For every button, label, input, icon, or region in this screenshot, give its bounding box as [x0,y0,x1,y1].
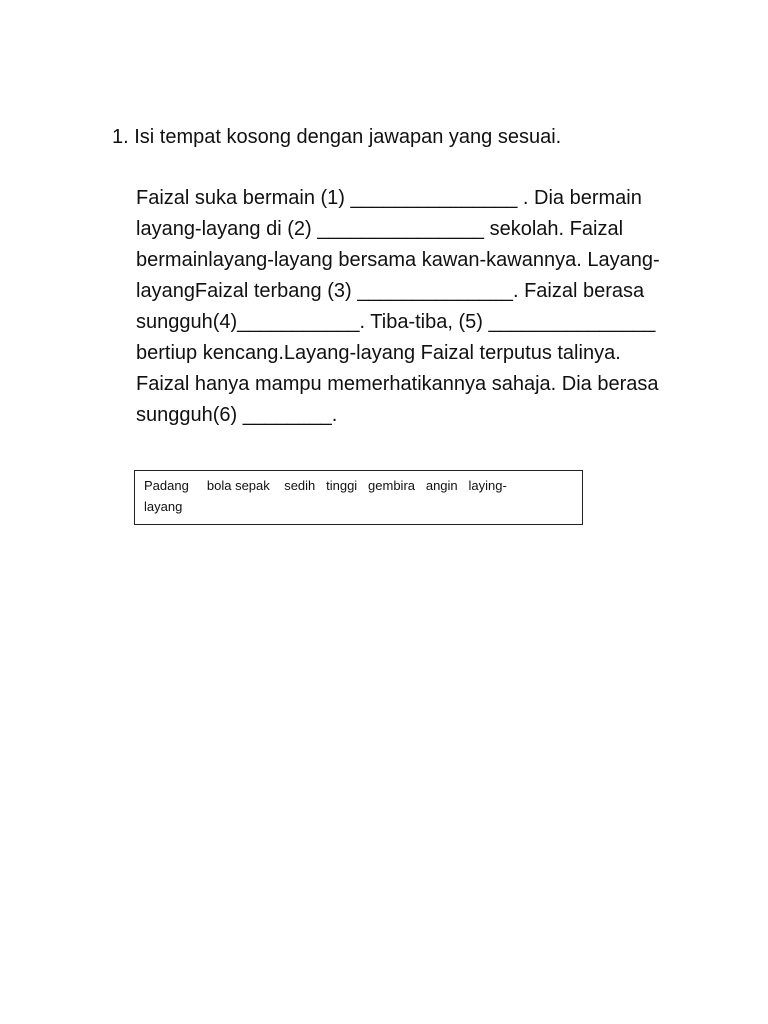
passage-line-6: bertiup kencang.Layang-layang Faizal terputus talinya. [136,342,621,364]
passage-line-7: Faizal hanya mampu memerhatikannya sahaja. Dia berasa [136,373,659,395]
passage-line-1: Faizal suka bermain (1) _______________ . Dia bermain [136,187,642,209]
passage-line-8: sungguh(6) ________. [136,404,338,426]
question-number: 1. [112,126,129,148]
question-instruction: Isi tempat kosong dengan jawapan yang sesuai. [134,126,562,148]
passage-line-2: layang-layang di (2) _______________ sekolah. Faizal [136,218,624,240]
passage-line-5: sungguh(4)___________. Tiba-tiba, (5) _______________ [136,311,656,333]
question-number-and-instruction [112,123,561,151]
passage-line-3: bermainlayang-layang bersama kawan-kawannya. Layang- [136,249,660,271]
word-bank-line-2: layang [144,499,183,514]
word-bank-box [134,470,583,525]
word-bank-line-1: Padang bola sepak sedih tinggi gembira angin laying- [144,478,507,493]
passage-line-4: layangFaizal terbang (3) ______________. Faizal berasa [136,280,645,302]
